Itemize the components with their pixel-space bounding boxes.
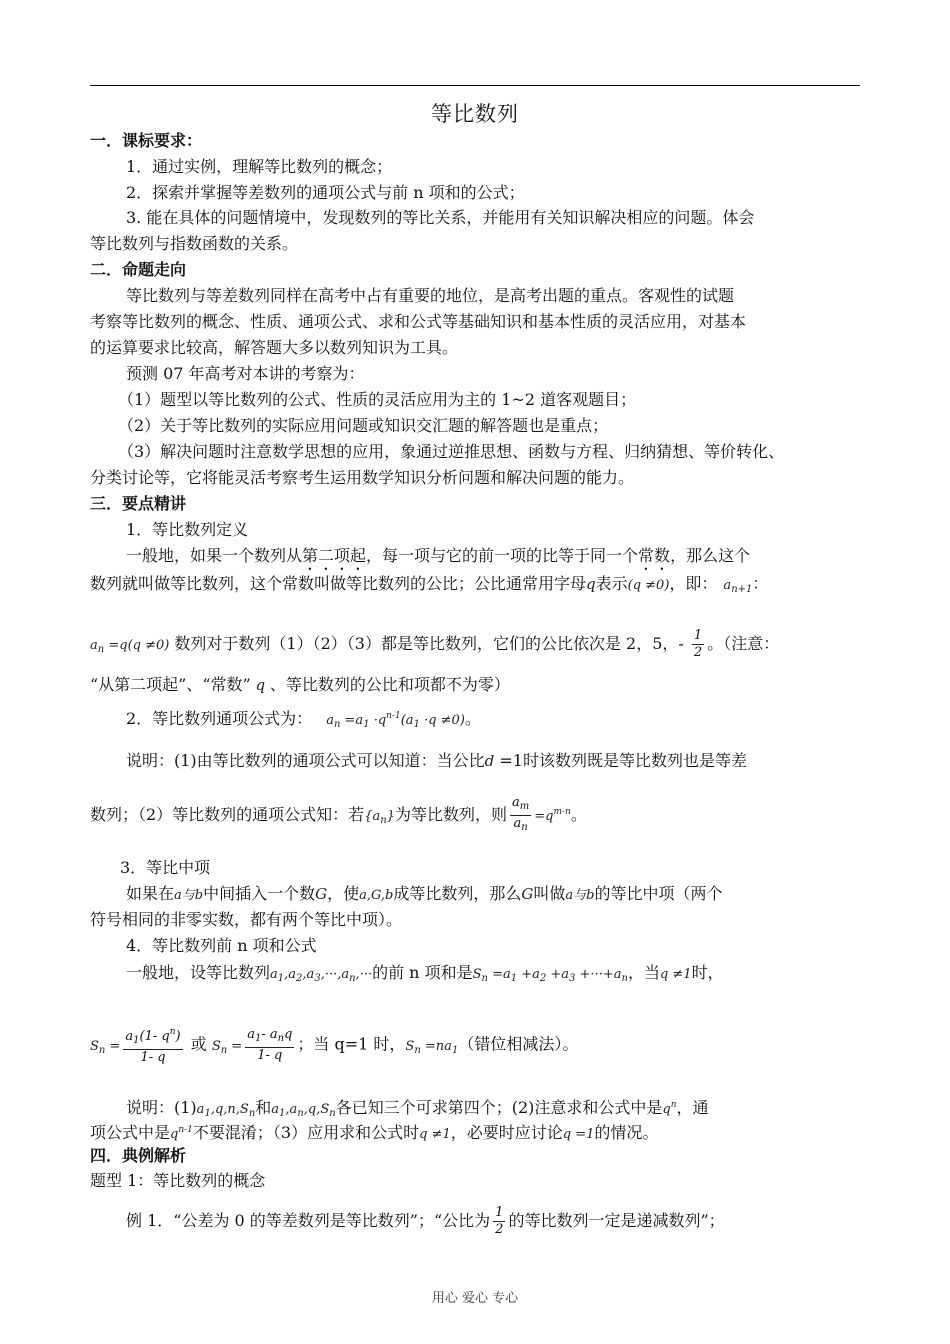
page-footer: 用心 爱心 专心	[431, 1291, 519, 1306]
list-item: （1）题型以等比数列的公式、性质的灵活应用为主的 1~2 道客观题目；	[118, 390, 637, 409]
paragraph-line: 如果在a与b中间插入一个数G，使a,G,b成等比数列，那么G叫做a与b的等比中项（两个	[126, 884, 723, 903]
question-type: 题型 1：等比数列的概念	[90, 1171, 266, 1190]
subsection-title: 1．等比数列定义	[126, 520, 249, 539]
paragraph-line: 的运算要求比较高，解答题大多以数列知识为工具。	[90, 338, 459, 357]
section-heading-1: 一．课标要求：	[90, 131, 203, 150]
list-item: 等比数列与指数函数的关系。	[90, 234, 299, 253]
list-item: 1．通过实例，理解等比数列的概念；	[126, 157, 393, 176]
list-item: （3）解决问题时注意数学思想的应用，象通过逆推思想、函数与方程、归纳猜想、等价转化、	[118, 442, 785, 461]
paragraph-line: 预测 07 年高考对本讲的考察为：	[126, 364, 365, 383]
subsection-title: 2．等比数列通项公式为： $a_n =a_1 \cdot q^{n-1}(a_1 \cdot q \ne 0)$。	[126, 709, 481, 730]
definition-line: $a_n =q(q \ne 0)$ 数列对于数列（1）（2）（3）都是等比数列，它们的公比依次是 2，5，- $\frac{1}{2}$ 。（注意：	[90, 628, 780, 660]
note-line: 数列；（2）等比数列的通项公式知：若$\{a_n\}$为等比数列，则 $\frac{a_m}{a_n}$ $=q^{m-n}$。	[90, 795, 587, 833]
section-heading-4: 四．典例解析	[90, 1146, 187, 1165]
definition-line: “从第二项起”、“常数” q 、等比数列的公比和项都不为零）	[90, 675, 510, 694]
formula-line: $S_n$ = $\frac{a_1(1- q^n)}{1- q}$ 或 $S_n$ = $\frac{a_1- a_nq}{1- q}$ ；当 q=1 时，$S_n =na_1$（错位相减法）。	[90, 1024, 862, 1066]
paragraph-line: 符号相同的非零实数，都有两个等比中项）。	[90, 910, 403, 929]
section-heading-3: 三．要点精讲	[90, 494, 187, 513]
paragraph-line: 考察等比数列的概念、性质、通项公式、求和公式等基础知识和基本性质的灵活应用，对基本	[90, 312, 747, 331]
definition-line: 一般地，如果一个数列从第二项起，每一项与它的前一项的比等于同一个常数，那么这个	[126, 546, 751, 565]
paragraph-line: 等比数列与等差数列同样在高考中占有重要的地位，是高考出题的重点。客观性的试题	[126, 286, 735, 305]
section-heading-2: 二．命题走向	[90, 260, 187, 279]
paragraph-line: 一般地，设等比数列$a_1,a_2,a_3,\cdot\cdot\cdot,a_n,\cdot\cdot\cdot$的前 n 项和是$S_n =a_1 +a_2 +a_3 +\cdot\cdot\cdot+a_n$，当q ≠1时，	[126, 963, 724, 984]
note-line: 说明：$(1)a_1,q,n,S_n$和$a_1,a_n,q,S_n$各已知三个可求第四个；(2)注意求和公式中是$q^n$，通	[126, 1098, 709, 1119]
list-item: 2．探索并掌握等差数列的通项公式与前 n 项和的公式；	[126, 183, 525, 202]
example-line: 例 1．“公差为 0 的等差数列是等比数列”；“公比为 $\frac{1}{2}$ 的等比数列一定是递减数列”；	[126, 1205, 725, 1237]
note-line: 说明：(1)由等比数列的通项公式可以知道：当公比d =1时该数列既是等比数列也是等差	[126, 751, 747, 770]
subsection-title: 3．等比中项	[120, 858, 211, 877]
note-line: 项公式中是$q^{n-1}$不要混淆；（3）应用求和公式时q ≠1，必要时应讨论q =1的情况。	[90, 1123, 659, 1142]
definition-line: 数列就叫做等比数列，这个常数叫做等比数列的公比；公比通常用字母q表示(q ≠0)，即： $a_{n+1}$：	[90, 574, 769, 595]
page-title: 等比数列	[431, 102, 519, 126]
list-item: 分类讨论等，它将能灵活考察考生运用数学知识分析问题和解决问题的能力。	[90, 468, 635, 487]
list-item: 3. 能在具体的问题情境中，发现数列的等比关系，并能用有关知识解决相应的问题。体会	[126, 208, 755, 227]
list-item: （2）关于等比数列的实际应用问题或知识交汇题的解答题也是重点；	[118, 416, 609, 435]
subsection-title: 4．等比数列前 n 项和公式	[126, 936, 317, 955]
header-rule	[90, 85, 860, 86]
